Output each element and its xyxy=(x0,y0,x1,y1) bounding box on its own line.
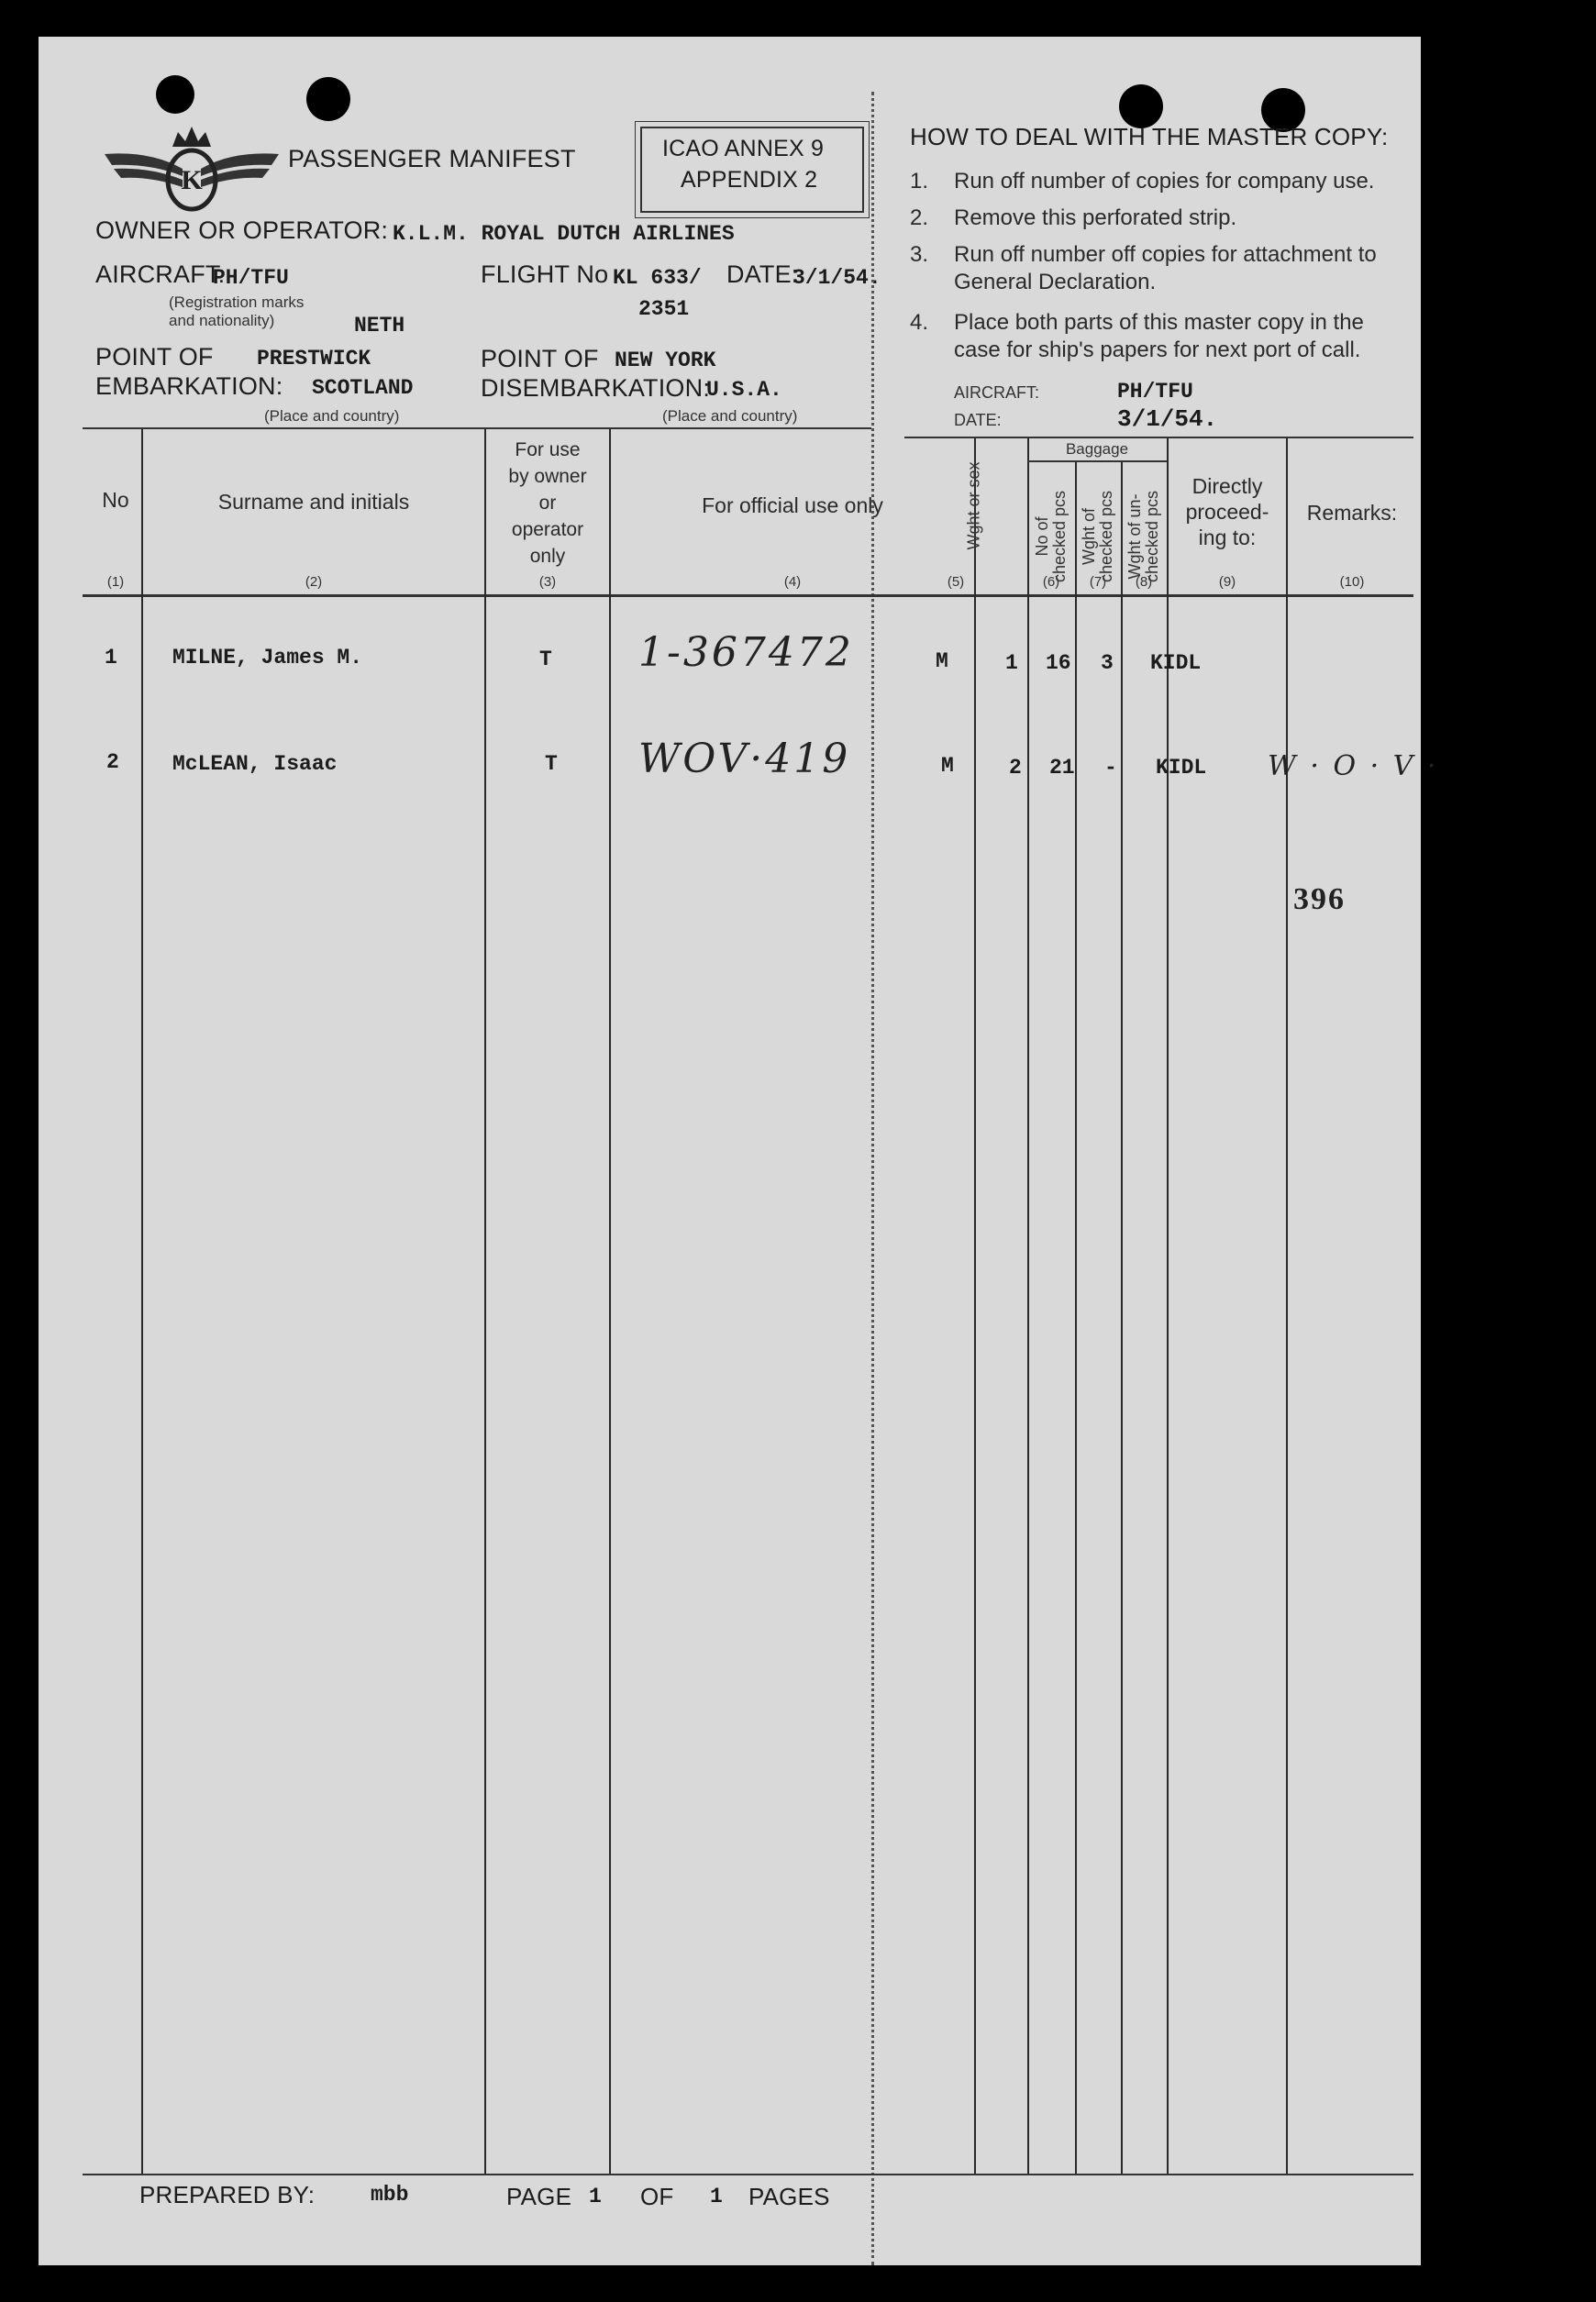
col-header-baggage: Baggage xyxy=(1065,440,1129,458)
col-header-line: or xyxy=(538,492,557,514)
instruction-text: Run off number of copies for company use. xyxy=(954,169,1375,194)
punch-hole xyxy=(156,75,194,114)
footer-rule xyxy=(83,2174,1413,2175)
row-official-use: 1-367472 xyxy=(638,629,854,676)
column-divider xyxy=(1286,438,1288,2174)
pages-label: PAGES xyxy=(748,2183,830,2210)
col-number: (7) xyxy=(1089,574,1107,590)
row-official-use: WOV·419 xyxy=(638,736,851,782)
page-number-stamp: 396 xyxy=(1293,882,1346,916)
perforated-strip xyxy=(871,92,874,2265)
registration-note-2: and nationality) xyxy=(169,312,275,329)
col-number: (10) xyxy=(1339,574,1365,590)
col-header-line: checked pcs xyxy=(1097,490,1115,583)
prepared-by-label: PREPARED BY: xyxy=(139,2181,316,2208)
row-destination: KIDL xyxy=(1150,651,1202,675)
row-name: McLEAN, Isaac xyxy=(172,752,338,776)
punch-hole xyxy=(306,77,350,121)
page-label: PAGE xyxy=(506,2183,572,2210)
instruction-text: Remove this perforated strip. xyxy=(954,205,1237,230)
col-number: (9) xyxy=(1218,574,1236,590)
row-sex: M xyxy=(941,754,954,778)
column-divider xyxy=(1027,438,1029,2174)
date-label: DATE: xyxy=(726,260,799,288)
owner-value: K.L.M. ROYAL DUTCH AIRLINES xyxy=(393,222,735,246)
embark-label-2: EMBARKATION: xyxy=(95,372,283,400)
row-wght-unchecked: - xyxy=(1104,756,1117,780)
instruction-num: 2. xyxy=(910,205,929,230)
col-header-line: No of xyxy=(1033,516,1051,557)
col-header-line: checked pcs xyxy=(1050,490,1069,583)
row-no: 2 xyxy=(106,750,119,774)
aircraft-label: AIRCRAFT: xyxy=(95,260,226,288)
embark-value-2: SCOTLAND xyxy=(312,376,414,400)
column-divider xyxy=(484,429,486,2174)
embark-label-1: POINT OF xyxy=(95,343,214,371)
row-owner-use: T xyxy=(539,647,552,671)
disembark-value-2: U.S.A. xyxy=(706,378,782,402)
column-divider xyxy=(1121,460,1123,2174)
row-remarks: W · O · V · xyxy=(1268,750,1439,782)
klm-crown-logo-icon xyxy=(95,116,288,216)
owner-label: OWNER OR OPERATOR: xyxy=(95,216,389,244)
col-number: (8) xyxy=(1135,574,1153,590)
column-divider xyxy=(1075,460,1077,2174)
place-country-note: (Place and country) xyxy=(264,407,400,425)
punch-hole xyxy=(1119,84,1163,128)
row-wght-unchecked: 3 xyxy=(1101,651,1114,675)
instruction-text: Run off number off copies for attachment to xyxy=(954,242,1377,267)
table-top-rule xyxy=(83,427,871,429)
col-header-line: checked pcs xyxy=(1143,490,1161,583)
column-divider xyxy=(141,429,143,2174)
svg-text:K: K xyxy=(181,165,203,195)
strip-date-value: 3/1/54. xyxy=(1117,405,1218,433)
annex-line-2: APPENDIX 2 xyxy=(681,167,818,193)
col-number: (5) xyxy=(947,574,965,590)
col-number: (4) xyxy=(783,574,802,590)
flight-label: FLIGHT No xyxy=(481,260,609,288)
header-bottom-rule xyxy=(83,594,1413,597)
instruction-text: General Declaration. xyxy=(954,270,1157,294)
col-header-line: For use xyxy=(515,439,581,460)
instruction-text: case for ship's papers for next port of call. xyxy=(954,338,1361,362)
column-divider xyxy=(1167,438,1169,2174)
page-title: PASSENGER MANIFEST xyxy=(288,145,576,172)
col-header-line: Wght of un- xyxy=(1125,493,1144,580)
instruction-num: 4. xyxy=(910,310,929,335)
column-divider xyxy=(974,438,976,2174)
col-header-line: by owner xyxy=(508,466,587,487)
date-value: 3/1/54. xyxy=(792,266,881,290)
nationality-value: NETH xyxy=(354,314,405,338)
col-header-surname: Surname and initials xyxy=(217,490,410,514)
row-owner-use: T xyxy=(545,752,558,776)
row-destination: KIDL xyxy=(1156,756,1207,780)
col-header-remarks: Remarks: xyxy=(1306,501,1398,525)
col-header-owner-use xyxy=(486,437,609,570)
baggage-rule xyxy=(1027,460,1167,462)
registration-note-1: (Registration marks xyxy=(169,293,305,311)
pages-value: 1 xyxy=(710,2185,723,2208)
table-top-rule xyxy=(904,437,1413,438)
place-country-note: (Place and country) xyxy=(662,407,798,425)
instruction-num: 3. xyxy=(910,242,929,267)
row-name: MILNE, James M. xyxy=(172,646,363,670)
col-header-line: Wght of xyxy=(1080,507,1098,566)
instruction-text: Place both parts of this master copy in the xyxy=(954,310,1364,335)
disembark-label-1: POINT OF xyxy=(481,345,599,372)
col-header-line: operator xyxy=(511,519,584,540)
col-number: (1) xyxy=(106,574,125,590)
row-sex: M xyxy=(936,649,948,673)
of-label: OF xyxy=(640,2183,674,2210)
page-value: 1 xyxy=(589,2185,602,2208)
strip-aircraft-value: PH/TFU xyxy=(1117,380,1193,404)
instruction-num: 1. xyxy=(910,169,929,194)
col-header-line: Directly xyxy=(1191,474,1263,498)
col-header-weight-sex: Wght or sex xyxy=(964,461,983,550)
col-header-official: For official use only xyxy=(702,493,883,517)
row-wght-checked: 16 xyxy=(1046,651,1071,675)
strip-aircraft-label: AIRCRAFT: xyxy=(954,383,1040,402)
column-divider xyxy=(609,429,611,2174)
col-number: (3) xyxy=(538,574,557,590)
flight-value-2: 2351 xyxy=(638,297,690,321)
disembark-label-2: DISEMBARKATION: xyxy=(481,374,711,402)
col-header-line: ing to: xyxy=(1198,526,1257,549)
instructions-title: HOW TO DEAL WITH THE MASTER COPY: xyxy=(910,123,1389,150)
annex-line-1: ICAO ANNEX 9 xyxy=(662,136,825,161)
flight-value: KL 633/ xyxy=(613,266,702,290)
col-header-line: proceed- xyxy=(1185,500,1269,524)
aircraft-value: PH/TFU xyxy=(213,266,289,290)
prepared-by-value: mbb xyxy=(371,2183,409,2207)
col-header-proceeding xyxy=(1169,473,1286,550)
row-checked-pcs: 1 xyxy=(1005,651,1018,675)
col-header-line: only xyxy=(529,546,566,567)
disembark-value-1: NEW YORK xyxy=(615,349,716,372)
col-header-no: No xyxy=(102,488,129,512)
row-checked-pcs: 2 xyxy=(1009,756,1022,780)
strip-date-label: DATE: xyxy=(954,411,1002,429)
embark-value-1: PRESTWICK xyxy=(257,347,371,371)
col-number: (6) xyxy=(1042,574,1060,590)
col-number: (2) xyxy=(305,574,323,590)
row-no: 1 xyxy=(105,646,117,670)
manifest-page xyxy=(39,37,1439,2265)
row-wght-checked: 21 xyxy=(1049,756,1075,780)
